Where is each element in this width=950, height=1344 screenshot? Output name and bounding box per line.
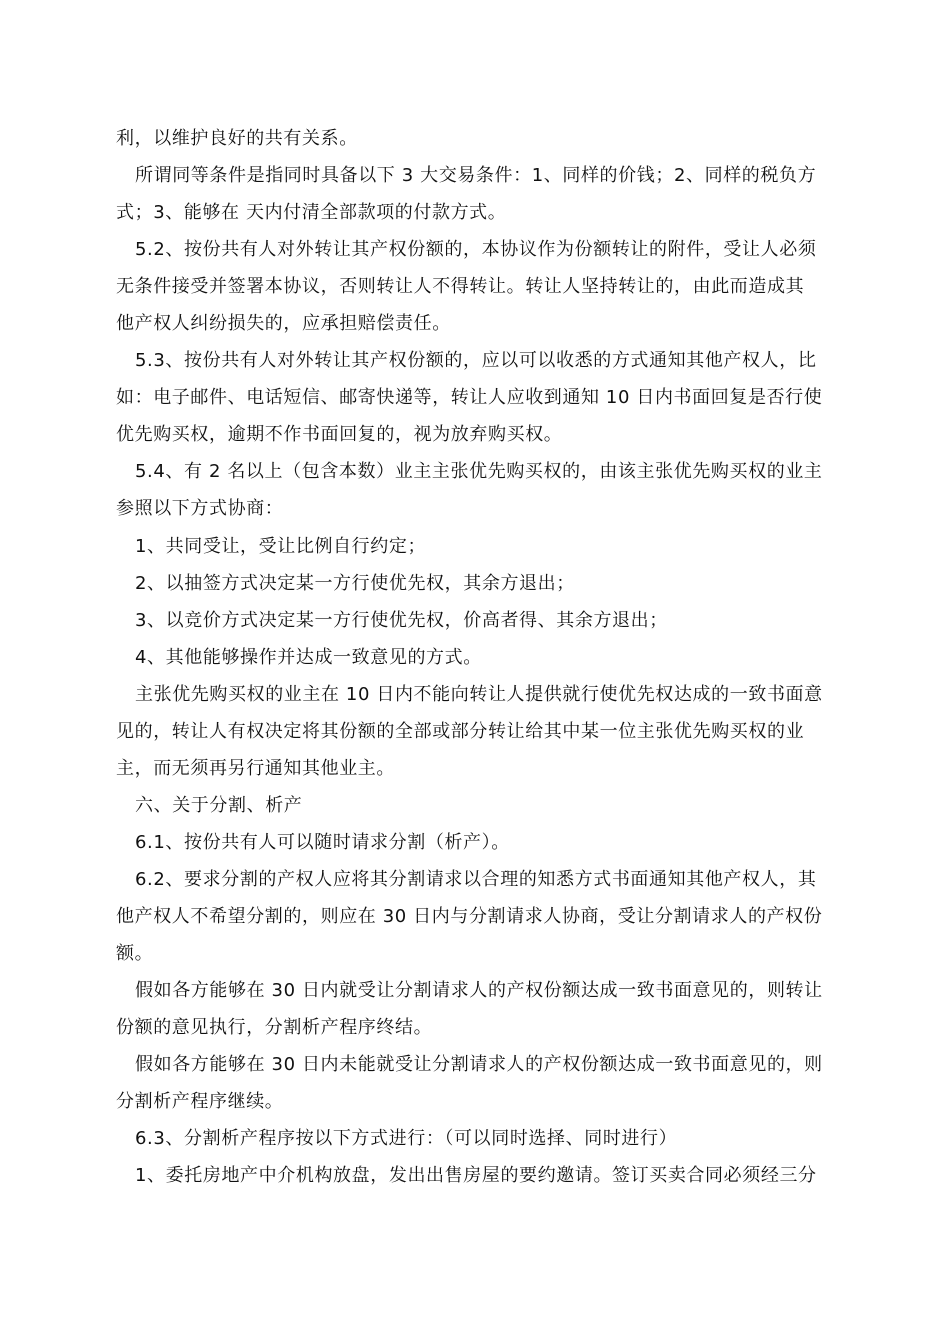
text-line: 如：电子邮件、电话短信、邮寄快递等，转让人应收到通知 10 日内书面回复是否行使	[116, 387, 823, 408]
text-line: 5.2、按份共有人对外转让其产权份额的，本协议作为份额转让的附件，受让人必须	[135, 239, 817, 260]
text-line: 5.4、有 2 名以上（包含本数）业主主张优先购买权的，由该主张优先购买权的业主	[135, 461, 823, 482]
text-line: 主，而无须再另行通知其他业主。	[116, 758, 395, 779]
text-line: 额。	[116, 943, 154, 964]
text-line: 假如各方能够在 30 日内就受让分割请求人的产权份额达成一致书面意见的，则转让	[135, 980, 823, 1001]
text-line: 参照以下方式协商：	[116, 498, 284, 519]
section-heading: 六、关于分割、析产	[135, 795, 303, 816]
text-line: 2、以抽签方式决定某一方行使优先权，其余方退出；	[135, 573, 575, 594]
text-line: 优先购买权，逾期不作书面回复的，视为放弃购买权。	[116, 424, 563, 445]
text-line: 分割析产程序继续。	[116, 1091, 284, 1112]
text-line: 5.3、按份共有人对外转让其产权份额的，应以可以收悉的方式通知其他产权人，比	[135, 350, 817, 371]
text-line: 利，以维护良好的共有关系。	[116, 128, 358, 149]
text-line: 主张优先购买权的业主在 10 日内不能向转让人提供就行使优先权达成的一致书面意	[135, 684, 823, 705]
text-line: 他产权人不希望分割的，则应在 30 日内与分割请求人协商，受让分割请求人的产权份	[116, 906, 823, 927]
text-line: 3、以竞价方式决定某一方行使优先权，价高者得、其余方退出；	[135, 610, 668, 631]
text-line: 式；3、能够在 天内付清全部款项的付款方式。	[116, 202, 507, 223]
text-line: 1、委托房地产中介机构放盘，发出出售房屋的要约邀请。签订买卖合同必须经三分	[135, 1165, 817, 1186]
text-line: 1、共同受让，受让比例自行约定；	[135, 536, 427, 557]
text-line: 4、其他能够操作并达成一致意见的方式。	[135, 647, 482, 668]
text-line: 6.1、按份共有人可以随时请求分割（析产）。	[135, 832, 510, 853]
text-line: 6.3、分割析产程序按以下方式进行：（可以同时选择、同时进行）	[135, 1128, 678, 1149]
text-line: 假如各方能够在 30 日内未能就受让分割请求人的产权份额达成一致书面意见的，则	[135, 1054, 823, 1075]
text-line: 6.2、要求分割的产权人应将其分割请求以合理的知悉方式书面通知其他产权人，其	[135, 869, 817, 890]
text-line: 见的，转让人有权决定将其份额的全部或部分转让给其中某一位主张优先购买权的业	[116, 721, 805, 742]
text-line: 份额的意见执行，分割析产程序终结。	[116, 1017, 433, 1038]
text-line: 所谓同等条件是指同时具备以下 3 大交易条件：1、同样的价钱；2、同样的税负方	[135, 165, 817, 186]
text-line: 他产权人纠纷损失的，应承担赔偿责任。	[116, 313, 451, 334]
text-line: 无条件接受并签署本协议，否则转让人不得转让。转让人坚持转让的，由此而造成其	[116, 276, 805, 297]
